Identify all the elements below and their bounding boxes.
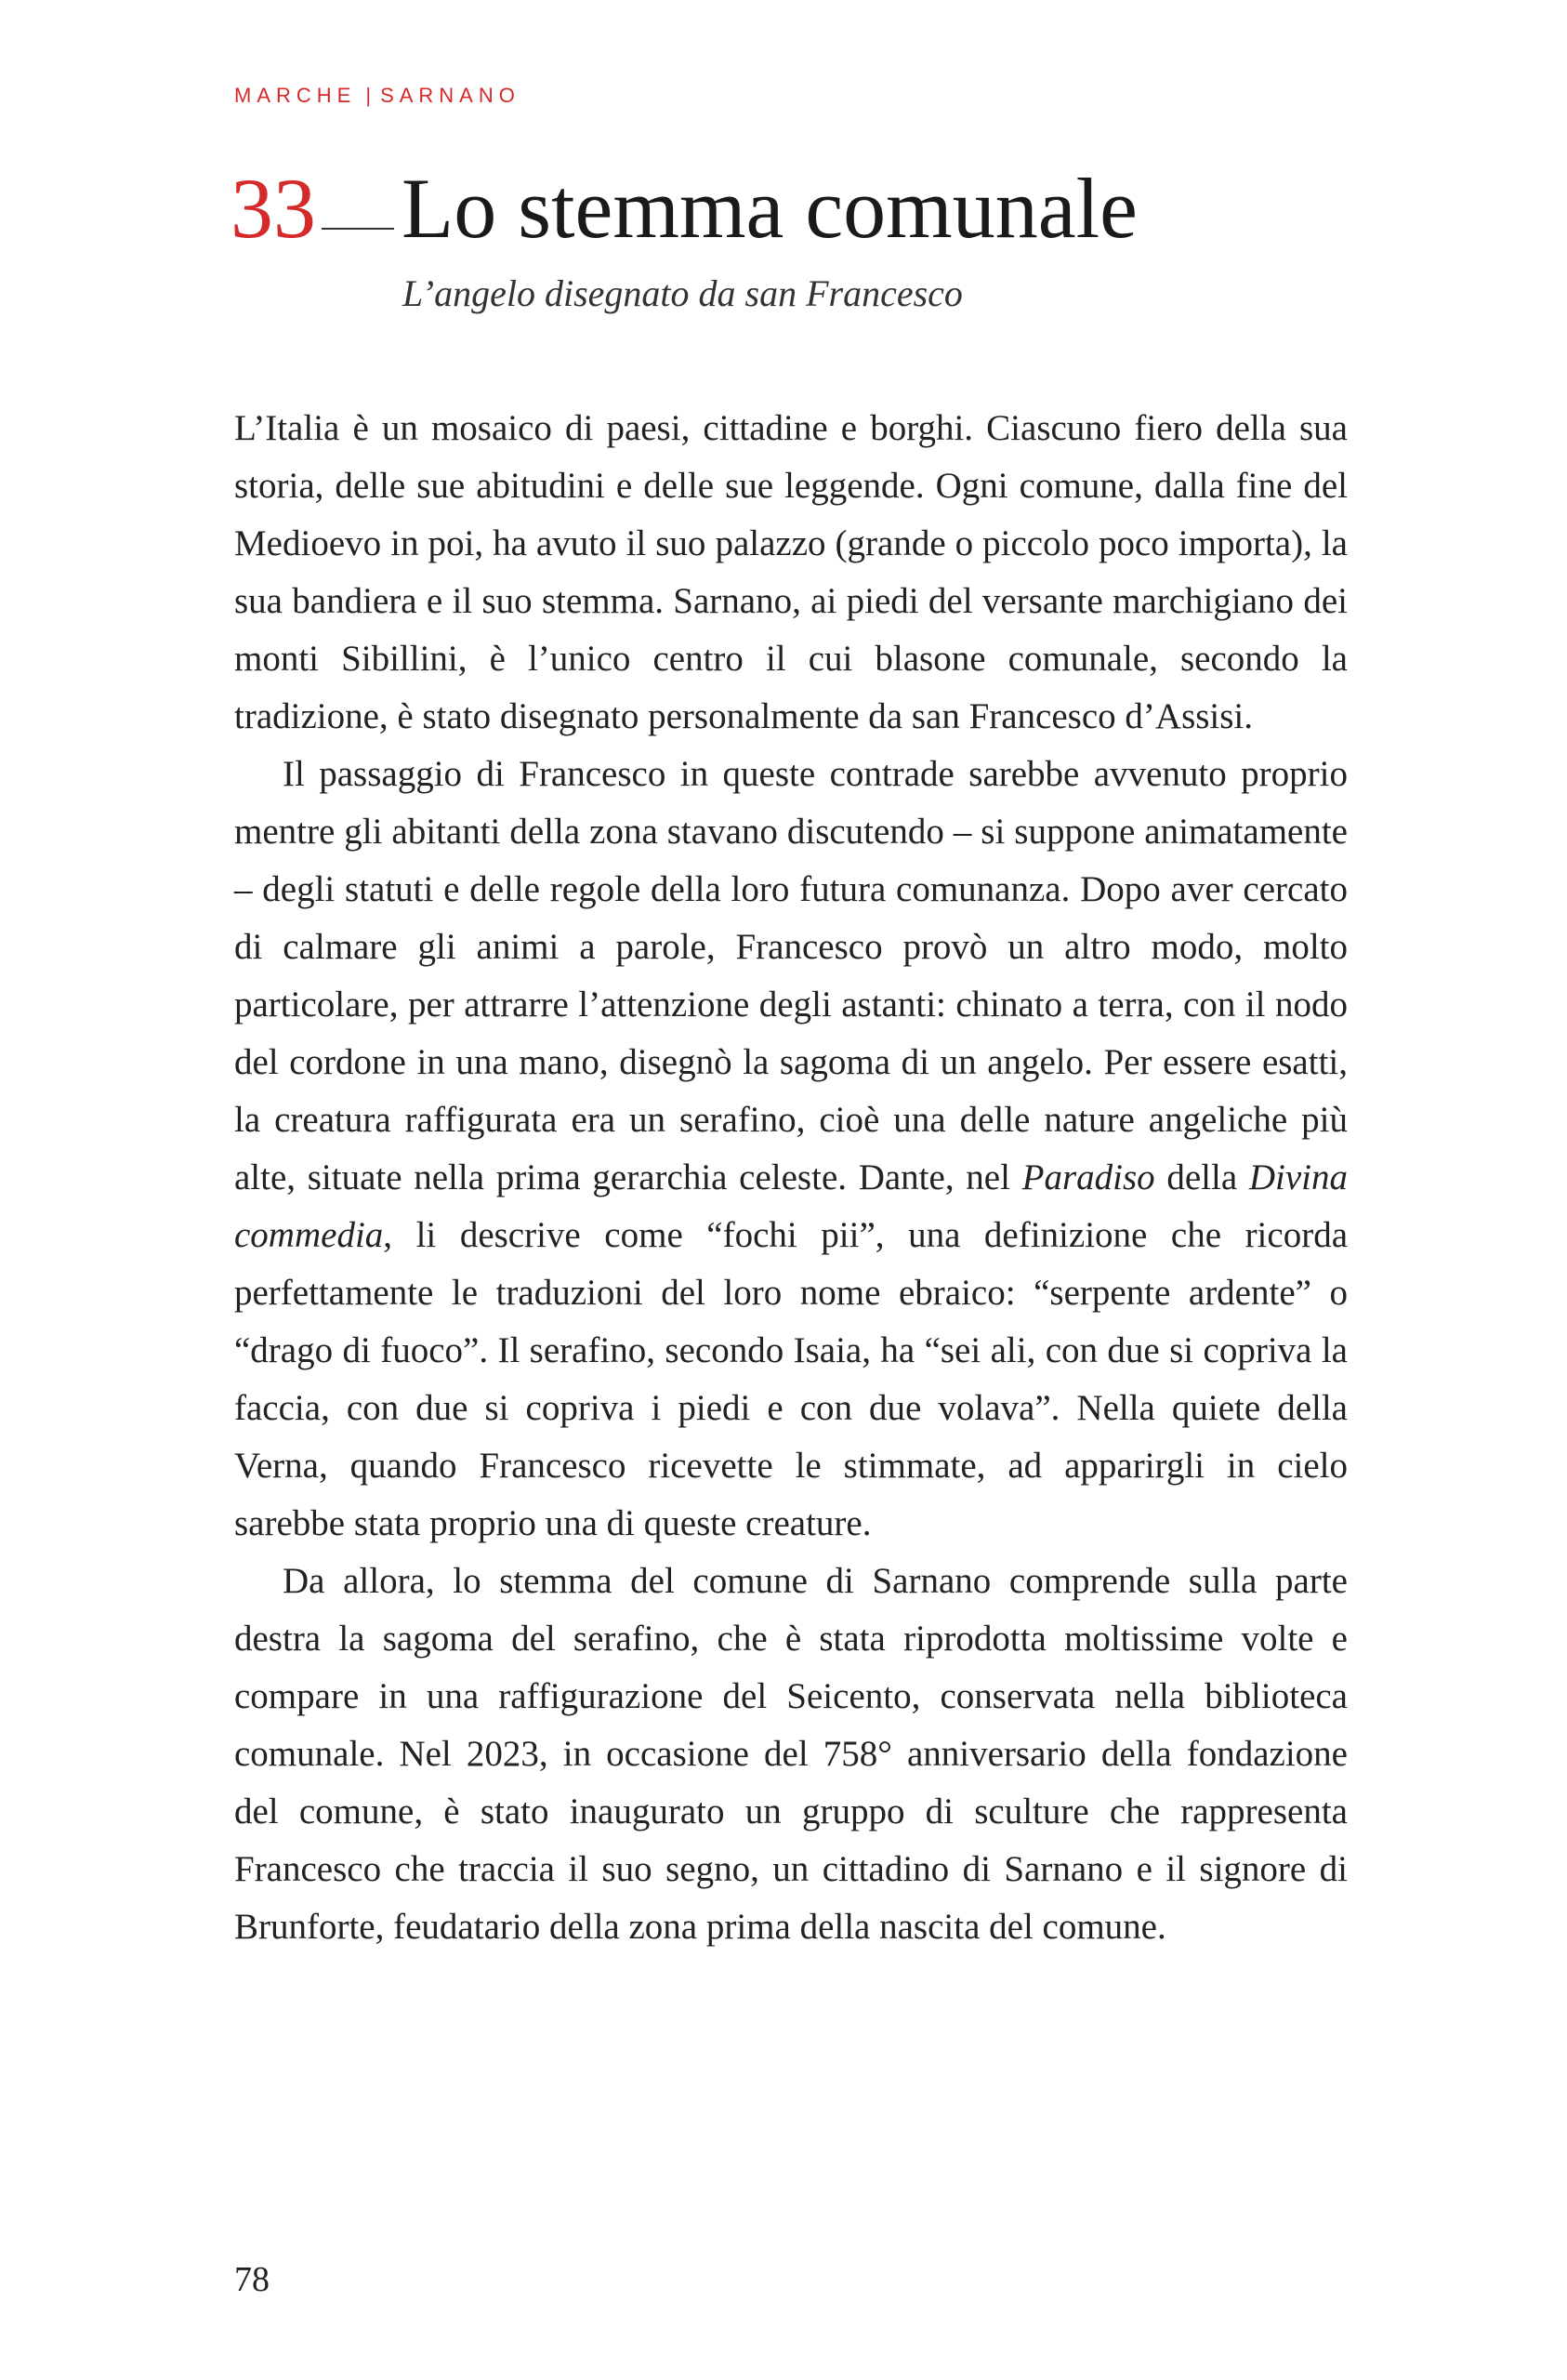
paragraph-3: Da allora, lo stemma del comune di Sarnano comprende sulla parte destra la sagoma del serafino, che è stata riprodotta moltissime volte e compare in una raffigurazione del Seicento, conservata nella biblioteca comunale. Nel 2023, in occasione del 758° anniversario della fondazione del comune, è stato inaugurato un gruppo di sculture che rappresenta Francesco che traccia il suo segno, un cittadino di Sarnano e il signore di Brunforte, feudatario della zona prima della nascita del comune.	[234, 1561, 1348, 1947]
running-header	[234, 84, 520, 108]
italic-divina-commedia: Divina commedia	[234, 1157, 1348, 1255]
header-town: SARNANO	[380, 84, 520, 107]
paragraph-2-text-c: , li descrive come “fochi pii”, una definizione che ricorda perfettamente le traduzioni del loro nome ebraico: “serpente ardente” o “drago di fuoco”. Il serafino, secondo Isaia, ha “sei ali, con due si copriva la faccia, con due si copriva i piedi e con due volava”. Nella quiete della Verna, quando Francesco ricevette le stimmate, ad apparirgli in cielo sarebbe stata proprio una di queste creature.	[234, 1215, 1348, 1543]
chapter-number: 33	[230, 161, 316, 256]
chapter-title: Lo stemma comunale	[402, 161, 1138, 256]
page-number: 78	[234, 2260, 270, 2299]
chapter-rule	[322, 228, 394, 230]
paragraph-2-text-a: Il passaggio di Francesco in queste contrade sarebbe avvenuto proprio mentre gli abitanti della zona stavano discutendo – si suppone animatamente – degli statuti e delle regole della loro futura comunanza. Dopo aver cercato di calmare gli animi a parole, Francesco provò un altro modo, molto particolare, per attrarre l’attenzione degli astanti: chinato a terra, con il nodo del cordone in una mano, disegnò la sagoma di un angelo. Per essere esatti, la creatura raffigurata era un serafino, cioè una delle nature angeliche più alte, situate nella prima gerarchia celeste. Dante, nel	[234, 754, 1348, 1197]
body-text	[234, 400, 1348, 1956]
chapter-title-block	[230, 161, 1138, 256]
paragraph-2-text-b: della	[1166, 1157, 1238, 1197]
chapter-subtitle: L’angelo disegnato da san Francesco	[402, 272, 963, 314]
header-region: MARCHE	[234, 84, 357, 107]
header-separator: |	[365, 84, 372, 107]
italic-paradiso: Paradiso	[1021, 1157, 1155, 1197]
paragraph-1: L’Italia è un mosaico di paesi, cittadine e borghi. Ciascuno fiero della sua storia, delle sue abitudini e delle sue leggende. Ogni comune, dalla fine del Medioevo in poi, ha avuto il suo palazzo (grande o piccolo poco importa), la sua bandiera e il suo stemma. Sarnano, ai piedi del versante marchigiano dei monti Sibillini, è l’unico centro il cui blasone comunale, secondo la tradizione, è stato disegnato personalmente da san Francesco d’Assisi.	[234, 408, 1348, 736]
paragraph-2	[234, 746, 1348, 1553]
